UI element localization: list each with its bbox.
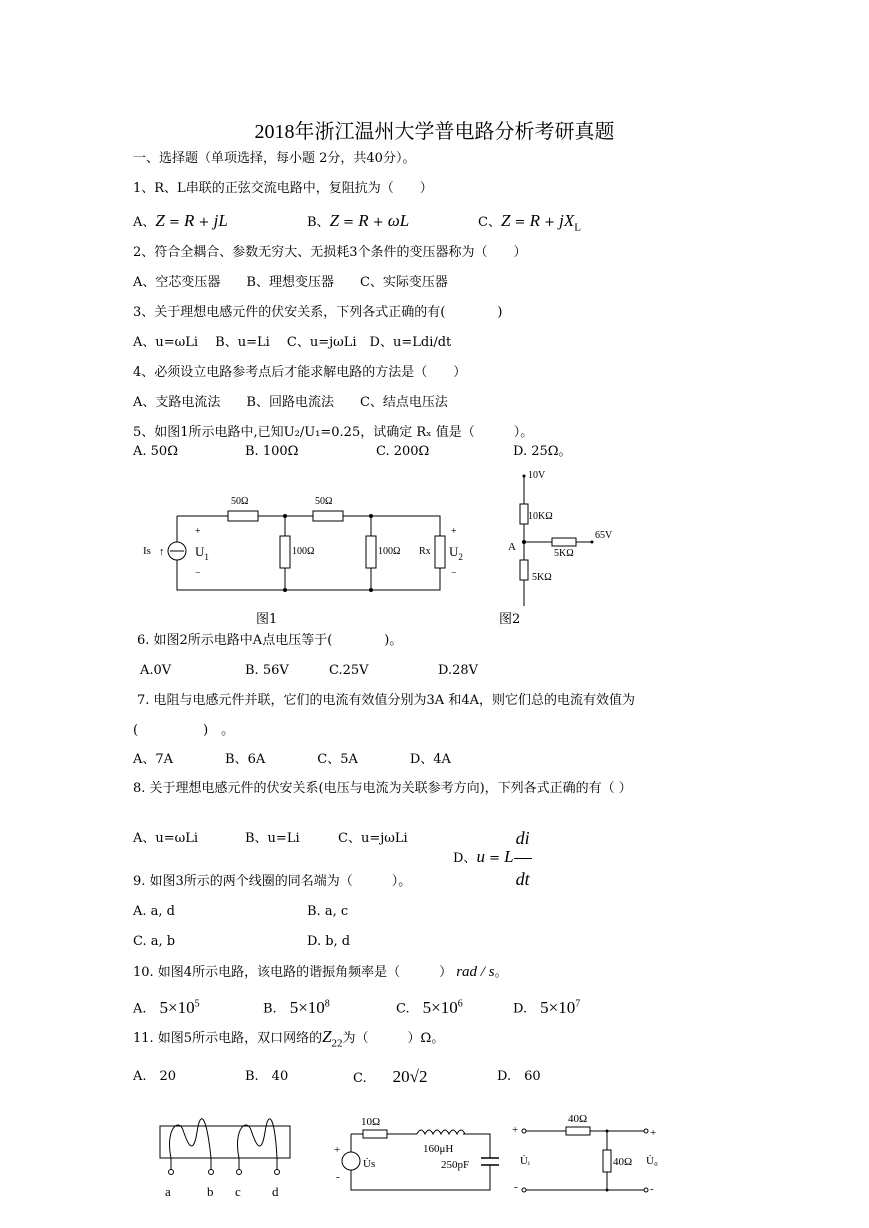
figure-2-caption: 图2 — [499, 612, 521, 627]
q11-option-b: B. 40 — [245, 1069, 289, 1084]
fig5-in-minus: - — [514, 1181, 518, 1193]
q11-option-d: D. 60 — [497, 1069, 541, 1084]
q8-option-c: C、u=jωLi — [338, 831, 408, 846]
fig2-r1-label: 10KΩ — [528, 511, 553, 522]
q6-option-d: D.28V — [438, 663, 479, 678]
q10-stem: 10. 如图4所示电路，该电路的谐振角频率是（ ） rad / s。 — [133, 964, 508, 980]
fig4-minus: - — [336, 1171, 340, 1183]
fig1-u2-plus: + — [451, 526, 457, 537]
q11-option-c: C. 20√2 — [353, 1067, 428, 1086]
fig1-u1-minus: − — [195, 568, 201, 579]
page-title: 2018年浙江温州大学普电路分析考研真题 — [254, 121, 615, 143]
fig5-in-plus: + — [512, 1124, 519, 1136]
q5-option-d: D. 25Ω。 — [513, 444, 572, 459]
q6-option-b: B. 56V — [245, 663, 289, 678]
q10-option-b: B. $5\times 10^8$ — [263, 997, 330, 1017]
fig1-is-label: Is — [143, 545, 151, 557]
fig3-terminal-b: b — [207, 1184, 214, 1199]
fig3-terminal-d: d — [272, 1184, 279, 1199]
q5-option-b: B. 100Ω — [245, 444, 299, 459]
fig5-ui-label: U̇ᵢ — [520, 1155, 530, 1167]
fig5-r1-label: 40Ω — [568, 1113, 588, 1125]
fig1-is-arrow-icon: ↑ — [159, 546, 165, 558]
fig2-node-a-label: A — [508, 541, 516, 553]
q7-options: A、7A B、6A C、5A D、4A — [133, 752, 451, 767]
q10-option-c: C. $5\times 10^6$ — [396, 997, 463, 1017]
figure-1-caption: 图1 — [256, 612, 278, 627]
figure-4-circuit — [333, 1110, 498, 1195]
q8-option-d: D、u = L $\frac{di}{dt}$ — [453, 818, 532, 899]
fig2-65v-label: 65V — [595, 530, 613, 541]
fig1-rx-label: Rx — [419, 546, 431, 557]
q6-option-c: C.25V — [329, 663, 369, 678]
q8-option-b: B、u=Li — [245, 831, 300, 846]
figure-2-circuit — [500, 468, 630, 610]
fig4-c-label: 250pF — [441, 1159, 470, 1171]
figure-1-circuit — [135, 488, 465, 598]
q2-options: A、空芯变压器 B、理想变压器 C、实际变压器 — [133, 275, 448, 290]
fig2-r2-label: 5KΩ — [554, 548, 574, 559]
q10-option-a: A. $5\times 10^5$ — [133, 997, 200, 1017]
q7-stem: 7. 电阻与电感元件并联，它们的电流有效值分别为3A 和4A，则它们总的电流有效值为 — [137, 693, 635, 708]
fig1-u1-plus: + — [195, 526, 201, 537]
q5-option-c: C. 200Ω — [376, 444, 430, 459]
fig1-u1-label: $U_1$ — [195, 544, 209, 562]
q1-stem: 1、R、L串联的正弦交流电路中，复阻抗为（ ） — [133, 181, 433, 196]
q11-stem: 11. 如图5所示电路，双口网络的$Z_{22}$为（ ）Ω。 — [133, 1027, 445, 1050]
fig2-10v-label: 10V — [528, 470, 546, 481]
fig1-u2-label: $U_2$ — [449, 544, 463, 562]
figure-5-circuit — [510, 1110, 660, 1195]
section-heading: 一、选择题（单项选择，每小题 2分，共40分）。 — [133, 151, 416, 166]
fig1-r1-label: 50Ω — [231, 496, 249, 507]
fig1-r2-label: 50Ω — [315, 496, 333, 507]
q8-option-a: A、u=ωLi — [133, 831, 199, 846]
fig5-out-plus: + — [650, 1127, 657, 1139]
q7-stem-cont: ( ) 。 — [133, 723, 235, 738]
fig1-r3-label: 100Ω — [292, 546, 315, 557]
q9-option-c: C. a, b — [133, 934, 176, 949]
q9-stem: 9. 如图3所示的两个线圈的同名端为（ ）。 — [133, 874, 412, 889]
q11-option-a: A. 20 — [133, 1069, 177, 1084]
q5-stem: 5、如图1所示电路中,已知U₂/U₁=0.25，试确定 Rₓ 值是（ ）。 — [133, 425, 534, 440]
figure-3-coils — [155, 1118, 305, 1203]
fig4-l-label: 160μH — [423, 1143, 454, 1155]
fig5-uo-label: U̇₀ — [646, 1155, 658, 1167]
fig1-r4-label: 100Ω — [378, 546, 401, 557]
q8-stem: 8. 关于理想电感元件的伏安关系(电压与电流为关联参考方向)，下列各式正确的有（ ） — [133, 781, 632, 796]
fig4-us-label: U̇s — [363, 1158, 376, 1170]
q1-option-b: B、Z = R + ωL — [307, 211, 410, 230]
q3-stem: 3、关于理想电感元件的伏安关系，下列各式正确的有( ) — [133, 305, 503, 320]
q1-option-c: C、$Z = R + jX_L$ — [478, 211, 581, 234]
q9-option-d: D. b, d — [307, 934, 351, 949]
fig3-terminal-c: c — [235, 1184, 241, 1199]
fig1-u2-minus: − — [451, 568, 457, 579]
q3-options: A、u=ωLi B、u=Li C、u=jωLi D、u=Ldi/dt — [133, 335, 452, 350]
q5-option-a: A. 50Ω — [133, 444, 178, 459]
fig2-r3-label: 5KΩ — [532, 572, 552, 583]
q2-stem: 2、符合全耦合、参数无穷大、无损耗3个条件的变压器称为（ ） — [133, 245, 527, 260]
q1-option-a: A、Z = R + jL — [133, 211, 228, 230]
fig4-r-label: 10Ω — [361, 1116, 381, 1128]
q9-option-b: B. a, c — [307, 904, 349, 919]
q6-option-a: A.0V — [140, 663, 172, 678]
q4-options: A、支路电流法 B、回路电流法 C、结点电压法 — [133, 395, 448, 410]
fig4-plus: + — [334, 1144, 341, 1156]
q9-option-a: A. a, d — [133, 904, 175, 919]
fig5-out-minus: - — [650, 1183, 654, 1195]
q6-stem: 6. 如图2所示电路中A点电压等于( )。 — [137, 633, 403, 648]
q10-option-d: D. $5\times 10^7$ — [513, 997, 581, 1017]
fig5-r2-label: 40Ω — [613, 1156, 633, 1168]
fig3-terminal-a: a — [165, 1184, 171, 1199]
q4-stem: 4、必须设立电路参考点后才能求解电路的方法是（ ） — [133, 365, 467, 380]
